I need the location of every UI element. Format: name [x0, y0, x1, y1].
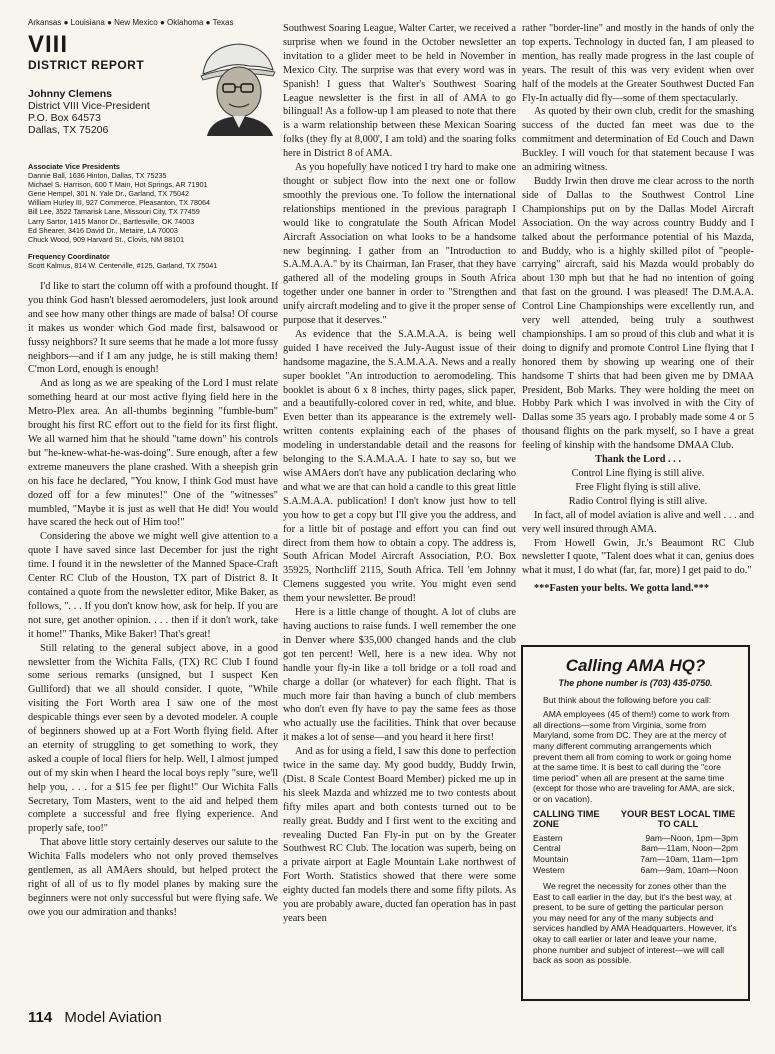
time-zone-header	[533, 809, 738, 830]
associate-vp-item: Ed Shearer, 3416 David Dr., Metaire, LA 70003	[28, 225, 178, 235]
author-portrait	[193, 36, 278, 136]
frequency-coordinator-text: Scott Kalmus, 814 W. Centerville, #125, Garland, TX 75041	[28, 260, 218, 270]
states-line: Arkansas ● Louisiana ● New Mexico ● Oklahoma ● Texas	[28, 18, 234, 27]
column-1	[28, 18, 278, 920]
time-zone-row	[533, 843, 738, 854]
district-report-title: DISTRICT REPORT	[28, 58, 145, 72]
poem-line: Radio Control flying is still alive.	[568, 495, 708, 507]
ama-hq-box	[521, 645, 750, 1001]
time-zone-row	[533, 833, 738, 844]
associate-vps	[28, 162, 278, 244]
ama-box-paragraph: We regret the necessity for zones other than the East to call earlier in the day, but it's the best way, at present, to be sure of getting the particular person you may need for any of the many subjects and services handled by AMA Headquarters. However, it's okay to call earlier or later and leave your name, phone number and subject of interest—we will call back as soon as possible.	[533, 881, 737, 966]
district-header	[28, 32, 278, 160]
vp-address-1: P.O. Box 64573	[28, 112, 101, 124]
article-paragraph: And as long as we are speaking of the Lord I must relate something heard at our most active flying field here in the Metro-Plex area. An all-thumbs beginning "fumble-bum" brought his first RC effort out to the field for its first flight. We all warned him that he should "tame down" his controls but "he-knew-what-he-was-doing". Sure enough, after a few extreme maneuvers the plane crashed. With a sheepish grin on his face he declared, "You know, I think God must have dozed off for a few minutes!" One of the "witnesses" mumbled, "Maybe it is just as well that He did! You would have scared the heck out of Him too!"	[28, 378, 278, 529]
ama-box-paragraph: AMA employees (45 of them!) come to work from all directions—some from Virginia, some from Maryland, some from DC. They are at the mercy of many different commuting arrangements which prevent them all from coming to work or going home at the same time. It is best to call during the "core time period" when all are present at the same time (except for those who are traveling for AMA, are sick, or on vacation).	[533, 709, 735, 804]
time-zone-hours: 9am—Noon, 1pm—3pm	[645, 832, 738, 843]
article-paragraph: As quoted by their own club, credit for the smashing success of the ducted fan meet was due to the commitment and determination of Ed Couch and Dawn Buckley. I will vouch for that statement because I was an admiring witness.	[522, 106, 754, 174]
associate-vp-item: Gene Hempel, 301 N. Yale Dr., Garland, TX 75042	[28, 189, 190, 199]
time-zone-name: Mountain	[533, 853, 569, 864]
time-zone-name: Western	[533, 864, 565, 875]
article-paragraph: I'd like to start the column off with a profound thought. If you think God hasn't blessed aeromodelers, just look around and see how many other things are made of balsa! Of course it makes us wonder which God made first, balsawood or fussy neighbors? It sure seems that he made a lot more fussy neighbors—and if I am any judge, he is still making them! C'mon Lord, enough is enough!	[28, 281, 278, 376]
time-zone-name: Central	[533, 843, 561, 854]
article-paragraph: rather "border-line" and mostly in the hands of only the top experts. Technology in ducted fan, I am pleased to mention, has really made progress in the last couple of years. The result of this was very evident when over half of the models at the Greater Southwest Ducted Fan Fly-In actually did fly—some of them spectacularly.	[522, 23, 754, 104]
time-zone-hours: 8am—11am, Noon—2pm	[641, 843, 738, 854]
time-zone-row	[533, 854, 738, 865]
column-1-body	[28, 280, 278, 920]
best-time-col-header: YOUR BEST LOCAL TIME TO CALL	[620, 807, 736, 830]
ama-box-intro: But think about the following before you call:	[543, 694, 712, 705]
article-paragraph: As evidence that the S.A.M.A.A. is being well guided I have received the July-August issue of their handsome magazine, the S.A.M.A.A. News and a really super booklet "An introduction to aeromodeling. This booklet is about 6 x 8 inches, thirty pages, slick paper, and a beautifully-colored cover in red, white, and blue. Even better than its appearance is the extremely well-written contents explaining each of the phases of modeling in understandable detail and the reasons for belonging to the S.A.M.A.A. I hate to say so, but we wise AMAers don't have any publication declaring who and what we are that can hold a candle to this great little S.A.M.A.A. publication! I don't know just how to tell you how to get a copy but I'll give you the address, and for a little bit of postage and effort you can find out direct from them how to obtain a copy. The address is, South African Model Aircraft Association, P.O. Box 35925, Northcliff 2115, South Africa. Tell 'em Johnny Clemens suggested you write. You might even send them your newsletter. Be proud!	[283, 328, 516, 605]
frequency-coordinator-title: Frequency Coordinator	[28, 251, 110, 261]
article-paragraph: Buddy Irwin then drove me clear across to the north side of Dallas to the Southwest Control Line Championships put on by the Dallas Model Aircraft Association. On the way across country Buddy and I talked about the performance potential of his Mazda, and Buddy, who is a highly skilled pilot of "people-carrying" aircraft, said his Mazda would probably do about 130 mph but that he had no intention of going that fast on the ground. I was pleased! The D.M.A.A. Control Line Championships were excellently run, and very well attended, being truly a southwest championships. I am so proud of this club and what it is doing to dignify and promote Control Line flying that I honored them by showing up wearing one of their handsome T shirts that had been given me by DMAA President, Bob Marks. They were holding the meet on Hobby Park which I was involved in with the City of Dallas some 35 years ago. I probably made some 4 or 5 thousand flights on the park myself, so I have a great feeling of kinship with the handsome DMAA Club.	[522, 175, 754, 452]
vp-name: Johnny Clemens	[28, 88, 113, 100]
associate-vp-item: Chuck Wood, 909 Harvard St., Clovis, NM 88101	[28, 234, 185, 244]
article-paragraph: Still relating to the general subject above, in a good newsletter from the Wichita Falls, (TX) RC Club I found some serious remarks (unsigned, but I suspect Ken Gulliford) that we all should consider. I quote, "While visiting the Fort Worth area I saw one of the most despicable things ever seen by a devoted modeler. A couple of beginners showed up at a Fort Worth flying field. After an eternity of struggling to get something to work, they asked a couple of local fliers for help. Well, I almost jumped out of my skin when I heard the local boys reply "sure, we'll help you, . . . for a $15 fee per flight!" Our Wichita Falls Secretary, Tom Masters, went to the aid and helped them complete a successful and free flying experience. And properly safe, too!"	[28, 642, 278, 835]
column-3	[522, 22, 754, 596]
article-paragraph: As you hopefully have noticed I try hard to make one thought or subject flow into the next one or follow smoothly the previous one. To follow the international relationships mentioned in the previous paragraph I would like to congratulate the South African Model Aircraft Association on what looks to be a handsome new beginning. I gather from an "Introduction to S.A.M.A.A." by its Chairman, Ian Fraser, that they have gathered all of the modeling groups in South Africa together under one banner in order to "Strengthen and unify aircraft modeling and to give it the proper sense of purpose that it deserves."	[283, 162, 516, 327]
magazine-name: Model Aviation	[64, 1009, 162, 1026]
page-footer	[28, 1009, 162, 1027]
article-paragraph: In fact, all of model aviation is alive and well . . . and very well insured through AMA.	[522, 509, 754, 535]
article-paragraph: And as for using a field, I saw this done to perfection twice in the same day. My good buddy, Buddy Irwin, (Dist. 8 Scale Contest Board Member) picked me up in his sleek Mazda and whizzed me to two contests about fifty miles apart and both contests turned out to be really great. Buddy and I first went to the exciting and revealing Ducted Fan Fly-in put on by the Greater Southwest RC Club. The location was superb, being on a private airport at Eagle Mountain Lake northwest of Fort Worth. Statistics showed that there were some eighty ducted fan models there and some fifty pilots. As you are probably aware, ducted fan operation has in past years been	[283, 746, 516, 924]
associate-vp-item: William Hurley III, 927 Commerce, Pleasanton, TX 78064	[28, 198, 211, 208]
time-zone-row	[533, 865, 738, 876]
district-number: VIII	[28, 31, 69, 58]
time-zone-name: Eastern	[533, 832, 563, 843]
associate-vps-title: Associate Vice Presidents	[28, 162, 120, 171]
poem-line: Thank the Lord . . .	[595, 454, 681, 466]
time-zone-hours: 6am—9am, 10am—Noon	[640, 864, 738, 875]
time-zone-hours: 7am—10am, 11am—1pm	[640, 853, 738, 864]
frequency-coordinator	[28, 252, 278, 270]
article-paragraph: Considering the above we might well give attention to a quote I have saved since last December for just the right time. I found it in the newsletter of the Manned Space-Craft Center RC Club of the Houston, TX part of District 8. It contained a quote from the newsletter editor, Mike Baker, as follows, ". . . If you don't know how, ask for help. If you are not sure, get another opinion. . . . then if it don't work, take it home!" Thanks, Mike Baker! That's great!	[28, 531, 278, 640]
associate-vp-item: Dannie Ball, 1636 Hinton, Dallas, TX 75235	[28, 171, 167, 181]
vp-address-2: Dallas, TX 75206	[28, 124, 109, 136]
vp-role: District VIII Vice-President	[28, 100, 150, 112]
article-paragraph: Here is a little change of thought. A lot of clubs are having auctions to raise funds. I well remember the one in Denver where $35,000 changed hands and the club got ten percent! Well, here is a new idea. Why not handle your fly-in like a toll bridge or a toll road and charge a dollar (or whatever) for each flight. That is much more fair than having a bunch of club members who don't even fly have to pay the same fees as those who actually use the facilities. Think that over because it makes a lot of sense—and you heard it here first!	[283, 607, 516, 744]
article-paragraph: Southwest Soaring League, Walter Carter, we received a surprise when we found in the October newsletter an invitation to a glider meet to be held in November in Mexico City. The surprise was that every word was in Spanish! I guess that Walter's Southwest Soaring League newsletter is the first in all of AMA to go bilingual! As a follow-up I am pleased to note that there is a warm relationship between these Mexican Soaring folks (they fly at 8,000', I am told) and the soaring folks here in District 8 of AMA.	[283, 23, 516, 160]
associate-vp-item: Bill Lee, 3522 Tamarisk Lane, Missouri City, TX 77459	[28, 207, 200, 217]
time-zone-col-header: CALLING TIME ZONE	[533, 807, 600, 830]
closing-line: ***Fasten your belts. We gotta land.***	[534, 583, 709, 595]
time-zone-table	[533, 833, 738, 875]
poem-line: Control Line flying is still alive.	[571, 468, 705, 479]
column-2	[283, 22, 516, 926]
associate-vp-item: Michael S. Harrison, 600 T Main, Hot Springs, AR 71901	[28, 180, 208, 190]
ama-box-title: Calling AMA HQ?	[565, 656, 706, 675]
article-paragraph: From Howell Gwin, Jr.'s Beaumont RC Club newsletter I quote, "Talent does what it can, genius does what it must, I do what (far, far, more) I get paid to do."	[522, 537, 754, 577]
poem-line: Free Flight flying is still alive.	[575, 481, 701, 493]
associate-vp-item: Larry Sartor, 1415 Manor Dr., Bartlesville, OK 74003	[28, 216, 195, 226]
article-paragraph: That above little story certainly deserves our salute to the Wichita Falls modelers who not only proved themselves gentlemen, as all AMAers should, but helped protect the right of all of us to fly model planes by making sure the beginners were not only successful but were flying safe. We owe you our admiration and thanks!	[28, 837, 278, 918]
ama-box-phone: The phone number is (703) 435-0750.	[558, 678, 713, 688]
page-number: 114	[28, 1009, 53, 1026]
